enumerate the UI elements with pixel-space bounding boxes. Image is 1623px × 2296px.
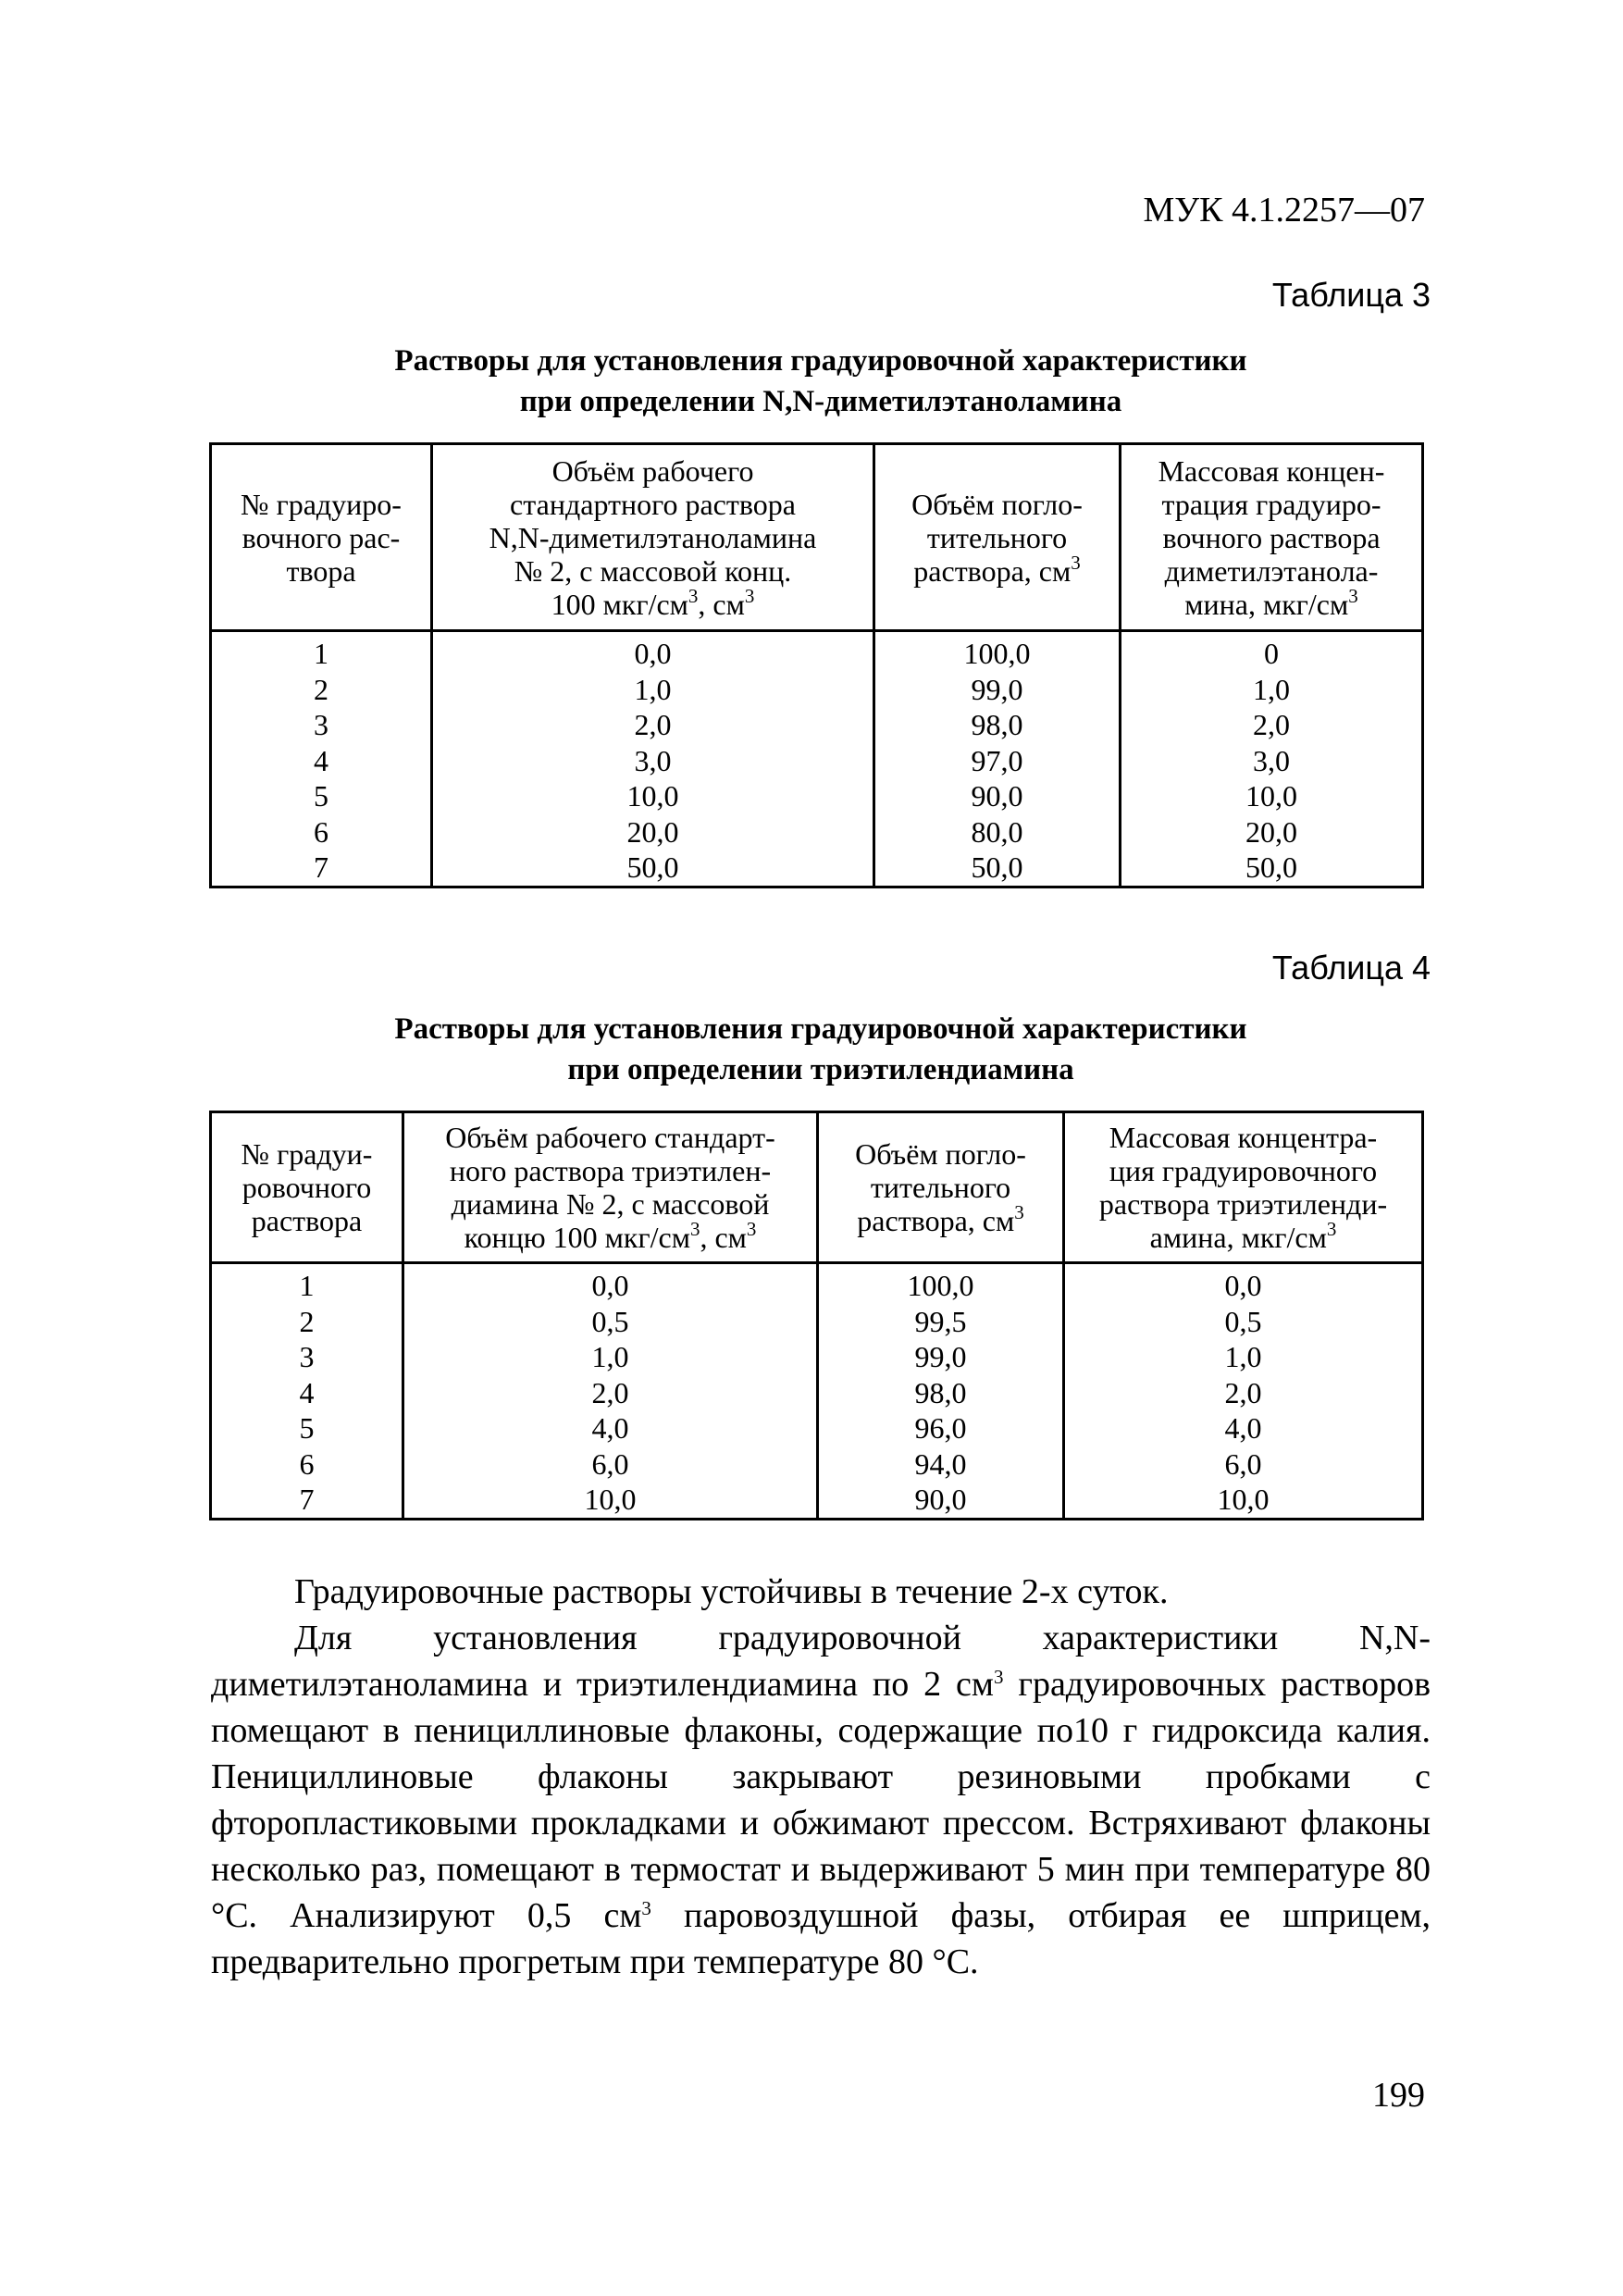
- table4-column-volume-standard: 0,0 0,5 1,0 2,0 4,0 6,0 10,0: [403, 1263, 818, 1520]
- table4-title-line1: Растворы для установления градуировочной характеристики: [394, 1012, 1247, 1046]
- table4-header-volume-standard: Объём рабочего стандарт- ного раствора триэтилен- диамина № 2, с массовой концю 100 мкг/$см^3$, $см^3$: [403, 1112, 818, 1263]
- table4-title: [211, 1009, 1431, 1090]
- table3-column-volume-standard: 0,0 1,0 2,0 3,0 10,0 20,0 50,0: [432, 631, 874, 887]
- page-number: 199: [1372, 2076, 1425, 2115]
- table4-title-line2: при определении триэтилендиамина: [567, 1053, 1074, 1086]
- table3-header-volume-absorbing: Объём погло- тительного раствора, $см^3$: [874, 444, 1121, 631]
- table4-column-concentration: 0,0 0,5 1,0 2,0 4,0 6,0 10,0: [1064, 1263, 1423, 1520]
- table3-column-concentration: 0 1,0 2,0 3,0 10,0 20,0 50,0: [1121, 631, 1423, 887]
- table3-title-line2: при определении N,N-диметилэтаноламина: [519, 385, 1122, 418]
- paragraph-stability: Градуировочные растворы устойчивы в течение 2-х суток.: [294, 1572, 1169, 1611]
- table3-column-volume-absorbing: 100,0 99,0 98,0 97,0 90,0 80,0 50,0: [874, 631, 1121, 887]
- document-code: МУК 4.1.2257—07: [1143, 191, 1425, 230]
- body-text: [211, 1569, 1431, 1985]
- table3-header-number: № градуиро- вочного рас- твора: [211, 444, 432, 631]
- table4-column-number: 1 2 3 4 5 6 7: [211, 1263, 403, 1520]
- table4: [209, 1111, 1424, 1520]
- table4-caption: Таблица 4: [1271, 949, 1431, 987]
- table3-caption: Таблица 3: [1271, 276, 1431, 314]
- paragraph-procedure: Для установления градуировочной характеристики N,N-диметилэтаноламина и триэтилендиамина по 2 $см^3$ градуировочных растворов помещают в пенициллиновые флаконы, содержащие по10 г гидроксида калия. Пенициллиновые флаконы закрывают резиновыми пробками с фторопластиковыми прокладками и обжимают прессом. Встряхивают флаконы несколько раз, помещают в термостат и выдерживают 5 мин при температуре 80 °С. Анализируют 0,5 $см^3$ паровоздушной фазы, отбирая ее шприцем, предварительно прогретым при температуре 80 °С.: [211, 1619, 1431, 1981]
- table3-column-number: 1 2 3 4 5 6 7: [211, 631, 432, 887]
- table4-header-volume-absorbing: Объём погло- тительного раствора, $см^3$: [818, 1112, 1064, 1263]
- table3-header-volume-standard: Объём рабочего стандартного раствора N,N-диметилэтаноламина № 2, с массовой конц. 100 мкг/$см^3$, $см^3$: [432, 444, 874, 631]
- table3: [209, 442, 1424, 888]
- table3-header-concentration: Массовая концен- трация градуиро- вочного раствора диметилэтанола- мина, мкг/$см^3$: [1121, 444, 1423, 631]
- table4-column-volume-absorbing: 100,0 99,5 99,0 98,0 96,0 94,0 90,0: [818, 1263, 1064, 1520]
- table3-title-line1: Растворы для установления градуировочной характеристики: [394, 344, 1247, 378]
- table4-header-number: № градуи- ровочного раствора: [211, 1112, 403, 1263]
- table4-header-concentration: Массовая концентра- ция градуировочного раствора триэтиленди- амина, мкг/$см^3$: [1064, 1112, 1423, 1263]
- table3-title: [211, 341, 1431, 422]
